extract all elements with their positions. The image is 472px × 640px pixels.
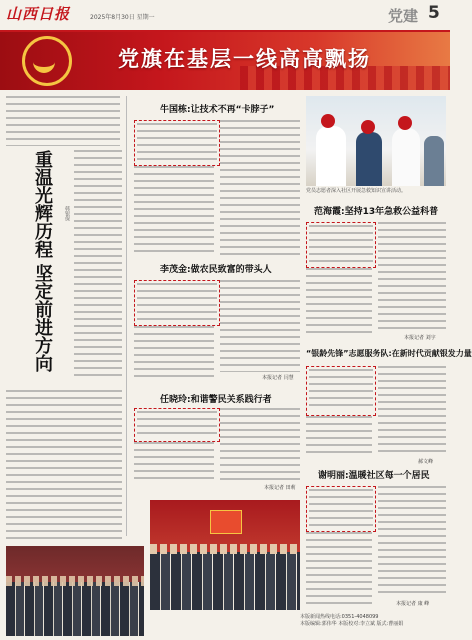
article-body-6 xyxy=(306,532,372,608)
article-credit-2: 本报记者 闫慧 xyxy=(262,375,294,381)
article-quote-6 xyxy=(306,486,376,532)
article-body-5b xyxy=(378,366,446,456)
oath-photo-wide xyxy=(150,500,300,610)
page-number: 5 xyxy=(428,3,440,23)
footer-hotline: 本版新闻热线电话:0351-4048099 xyxy=(300,614,379,620)
article-body-2b xyxy=(220,280,300,372)
article-body-2 xyxy=(134,326,214,380)
lead-author: 韩银保 xyxy=(64,206,70,221)
article-body-6b xyxy=(378,486,446,598)
article-quote-4 xyxy=(306,222,376,268)
article-credit-3: 本报记者 田莉 xyxy=(264,485,296,491)
article-headline-2: 李茂金:做农民致富的带头人 xyxy=(160,265,272,275)
banner-title: 党旗在基层一线高高飘扬 xyxy=(118,47,371,71)
article-headline-1: 牛国栋:让技术不再“卡脖子” xyxy=(160,105,275,115)
article-body-5 xyxy=(306,416,372,456)
banner xyxy=(0,32,450,90)
article-credit-4: 本报记者 刘宇 xyxy=(404,335,436,341)
lead-title: 重温光辉历程 坚定前进方向 xyxy=(32,150,53,373)
masthead xyxy=(0,0,450,32)
oath-photo xyxy=(6,546,144,636)
article-body-1 xyxy=(134,166,214,256)
article-quote-2 xyxy=(134,280,220,326)
party-emblem-icon xyxy=(22,36,72,86)
article-headline-3: 任晓玲:和谐警民关系践行者 xyxy=(160,395,272,405)
section-name: 党建 xyxy=(388,7,419,25)
article-body-3 xyxy=(134,442,214,482)
article-body-4 xyxy=(306,268,372,334)
article-credit-6: 本报记者 康 峰 xyxy=(396,601,430,607)
volunteer-photo xyxy=(306,96,446,186)
article-body-1b xyxy=(220,120,300,256)
article-headline-6: 谢明丽:温暖社区每一个居民 xyxy=(318,471,430,481)
newspaper-logo: 山西日报 xyxy=(6,5,71,23)
lead-body xyxy=(74,150,122,380)
article-body-3b xyxy=(220,408,300,482)
article-body-4b xyxy=(378,222,446,334)
footer-editors: 本版编辑:郭伟华 本版校对:李立斌 版式:曹丽娟 xyxy=(300,621,404,627)
article-credit-5: 郝文峰 xyxy=(418,459,434,465)
footer xyxy=(300,614,446,628)
article-quote-1 xyxy=(134,120,220,166)
article-quote-3 xyxy=(134,408,220,442)
column-rule xyxy=(126,96,127,536)
photo-caption: 党员志愿者深入社区开展急救知识宣讲活动。 xyxy=(306,188,407,194)
article-headline-4: 范海霞:坚持13年急救公益科普 xyxy=(314,207,439,217)
dateline: 2025年8月30日 星期一 xyxy=(90,14,155,21)
lead-body-bottom xyxy=(6,390,122,540)
article-quote-5 xyxy=(306,366,376,416)
lead-body-top xyxy=(6,96,120,146)
article-headline-5: “银龄先锋”志愿服务队:在新时代贡献银发力量 xyxy=(306,349,472,358)
